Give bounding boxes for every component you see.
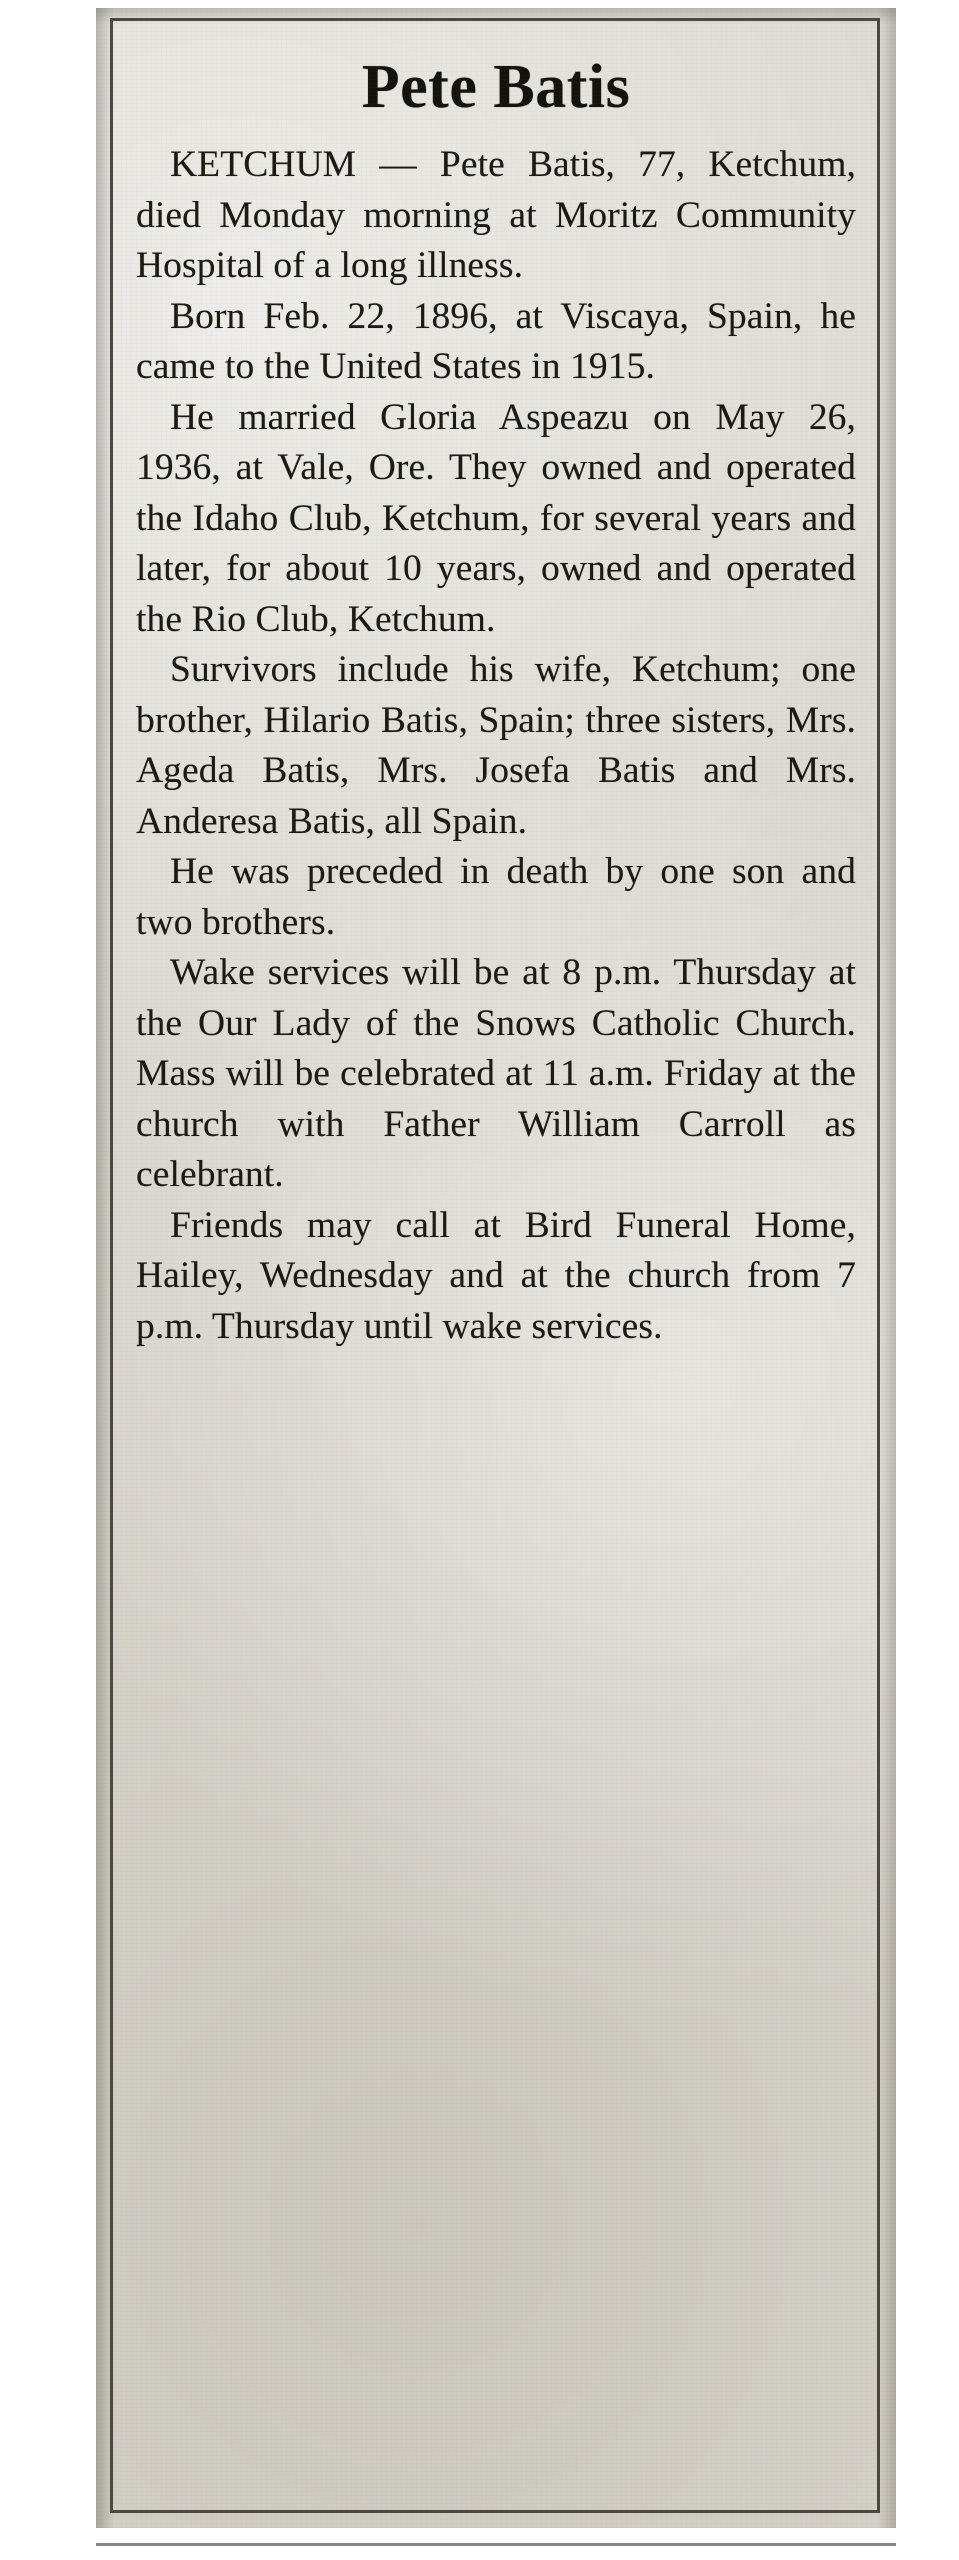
obituary-paragraph: Wake services will be at 8 p.m. Thursday at the Our Lady of the Snows Catholic Church. Mass will be celebrated at 11 a.m. Friday at the church with Father William Carroll as celebrant. bbox=[136, 952, 856, 1195]
obituary-content bbox=[136, 44, 856, 2484]
obituary-paragraph: Friends may call at Bird Funeral Home, Hailey, Wednesday and at the church from 7 p.m. Thursday until wake services. bbox=[136, 1204, 856, 1347]
obituary-paragraph: He married Gloria Aspeazu on May 26, 1936, at Vale, Ore. They owned and operated the Idaho Club, Ketchum, for several years and later, for about 10 years, owned and operated the Rio Club, Ketchum. bbox=[136, 396, 856, 640]
obituary-paragraph: Survivors include his wife, Ketchum; one brother, Hilario Batis, Spain; three sisters, Mrs. Ageda Batis, Mrs. Josefa Batis and Mrs. Anderesa Batis, all Spain. bbox=[136, 649, 856, 842]
page-title: Pete Batis bbox=[361, 53, 631, 121]
bottom-page-rule bbox=[96, 2543, 896, 2546]
obituary-paragraph: KETCHUM — Pete Batis, 77, Ketchum, died Monday morning at Moritz Community Hospital of a long illness. bbox=[136, 144, 856, 286]
obituary-paragraph: Born Feb. 22, 1896, at Viscaya, Spain, he came to the United States in 1915. bbox=[136, 295, 856, 387]
obituary-paragraph: He was preceded in death by one son and two brothers. bbox=[136, 851, 856, 943]
